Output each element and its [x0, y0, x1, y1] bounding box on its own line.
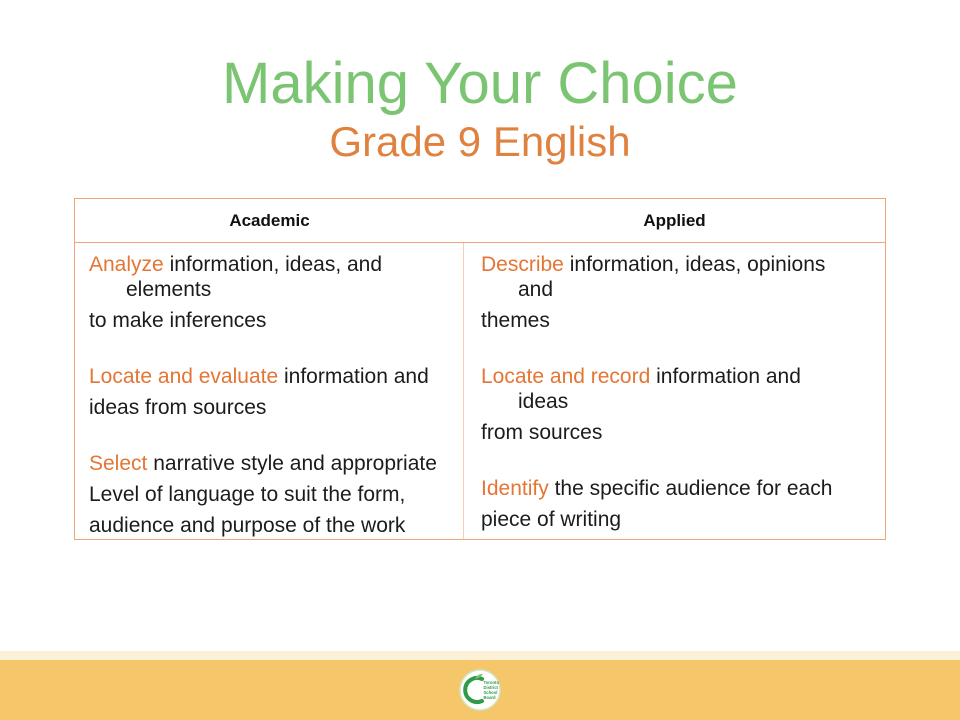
- applied-item-locate: [481, 364, 885, 414]
- header-cell-applied: Applied: [464, 199, 885, 243]
- item-text-continuation: ideas: [518, 390, 569, 413]
- table-line: from sources: [481, 421, 603, 444]
- logo-text: School: [483, 690, 498, 695]
- table-line: audience and purpose of the work: [89, 514, 406, 537]
- applied-item-themes: [481, 308, 885, 333]
- academic-item-audience: [89, 513, 463, 538]
- keyword: Analyze: [89, 253, 164, 276]
- footer-band-highlight: [0, 651, 960, 660]
- table-line: piece of writing: [481, 508, 622, 531]
- logo-text: Board: [483, 695, 496, 700]
- applied-item-describe: [481, 252, 885, 302]
- keyword: Identify: [481, 477, 549, 500]
- applied-column: [464, 243, 885, 539]
- academic-item-level: [89, 482, 463, 507]
- academic-item-locate: [89, 364, 463, 389]
- item-text: information and: [284, 365, 429, 388]
- table-line: [89, 451, 463, 476]
- table-line: to make inferences: [89, 309, 267, 332]
- keyword: Describe: [481, 253, 564, 276]
- keyword: Select: [89, 452, 148, 475]
- table-line: [89, 252, 463, 277]
- table-line: themes: [481, 309, 550, 332]
- header-cell-academic: Academic: [75, 199, 464, 243]
- applied-item-identify: [481, 476, 885, 501]
- item-text: the specific audience for each: [554, 477, 833, 500]
- item-text: information, ideas, and: [169, 253, 383, 276]
- table-line: [481, 476, 885, 501]
- academic-item-analyze: [89, 252, 463, 302]
- item-text: information, ideas, opinions: [569, 253, 826, 276]
- academic-item-sources: [89, 395, 463, 420]
- table-line: [89, 364, 463, 389]
- item-text-continuation: and: [518, 278, 554, 301]
- course-comparison-table: [74, 198, 886, 540]
- item-text: information and: [656, 365, 801, 388]
- item-text-continuation: elements: [126, 278, 212, 301]
- academic-column: [75, 243, 464, 539]
- applied-item-writing: [481, 507, 885, 532]
- applied-item-sources: [481, 420, 885, 445]
- keyword: Locate and evaluate: [89, 365, 279, 388]
- school-board-logo-icon: [458, 668, 502, 712]
- table-line: Level of language to suit the form,: [89, 483, 406, 506]
- keyword: Locate and record: [481, 365, 651, 388]
- academic-item-select: [89, 451, 463, 476]
- logo-text: District: [483, 685, 498, 690]
- item-text: narrative style and appropriate: [153, 452, 437, 475]
- table-line: [481, 364, 885, 389]
- page-title: Making Your Choice: [222, 51, 738, 116]
- page-subtitle: Grade 9 English: [329, 118, 631, 165]
- academic-item-inferences: [89, 308, 463, 333]
- table-line: ideas from sources: [89, 396, 267, 419]
- logo-text: Toronto: [483, 680, 500, 685]
- table-line: [481, 252, 885, 277]
